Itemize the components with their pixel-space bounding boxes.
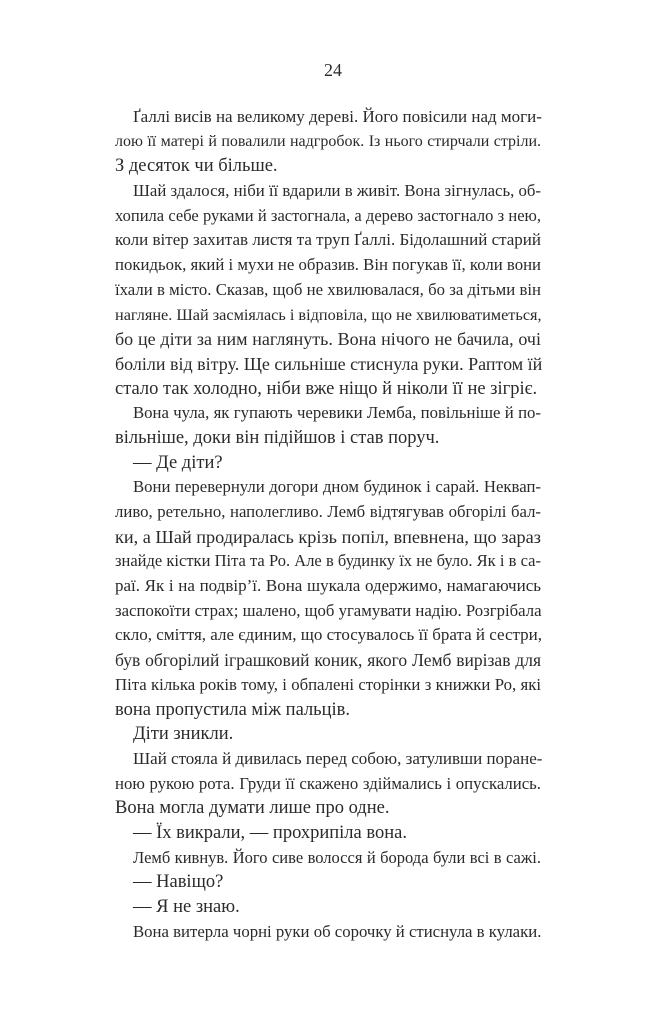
text-line: раї. Як і на подвір’ї. Вона шукала одержимо, намагаючись — [115, 576, 541, 596]
text-line: ною рукою рота. Груди її скажено здіймались і опускались. — [115, 773, 541, 793]
text-line: вона пропустила між пальців. — [115, 699, 351, 720]
text-line: Шай здалося, ніби її вдарили в живіт. Вона зігнулась, об- — [133, 181, 541, 201]
text-line: Вона витерла чорні руки об сорочку й стиснула в кулаки. — [133, 921, 542, 941]
text-line: Піта кілька років тому, і обпалені сторінки з книжки Ро, які — [115, 674, 541, 694]
page-number: 24 — [324, 60, 342, 80]
text-line: — Їх викрали, — прохрипіла вона. — [133, 822, 407, 843]
text-line: ливо, ретельно, наполегливо. Лемб відтягував обгорілі бал- — [115, 502, 541, 521]
text-line: їхали в місто. Сказав, щоб не хвилювалася, бо за дітьми він — [115, 279, 541, 299]
text-line: нагляне. Шай засміялась і відповіла, що не хвилюватиметься, — [115, 305, 542, 324]
text-line: стало так холодно, ніби вже ніщо й ніколи її не зігріє. — [115, 378, 538, 399]
text-line: Лемб кивнув. Його сиве волосся й борода були всі в сажі. — [133, 847, 541, 867]
text-line: бо це діти за ним наглянуть. Вона нічого не бачила, очі — [115, 329, 541, 350]
text-line: Ґаллі висів на великому дереві. Його повісили над моги- — [133, 107, 542, 126]
body-text — [115, 105, 541, 944]
text-line: — Я не знаю. — [133, 897, 240, 917]
text-line: Вона могла думати лише про одне. — [115, 798, 390, 819]
text-line: Вони перевернули догори дном будинок і сарай. Неквап- — [133, 477, 541, 497]
text-line: З десяток чи більше. — [115, 156, 278, 177]
text-line: Діти зникли. — [133, 724, 234, 745]
text-line: Вона чула, як гупають черевики Лемба, повільніше й по- — [133, 403, 541, 423]
text-line: заспокоїти страх; шалено, щоб угамувати надію. Розгрібала — [115, 600, 542, 620]
text-line: коли вітер захитав листя та труп Ґаллі. Бідолашний старий — [115, 230, 541, 250]
text-line: ки, а Шай продиралась крізь попіл, впевнена, що зараз — [115, 526, 541, 547]
text-line: вільніше, доки він підійшов і став поруч. — [115, 427, 440, 448]
text-line: покидьок, який і мухи не образив. Він погукав її, коли вони — [115, 255, 541, 275]
text-line: боліли від вітру. Ще сильніше стиснула руки. Раптом їй — [115, 353, 543, 374]
text-line: знайде кістки Піта та Ро. Але в будинку їх не було. Як і в са- — [115, 551, 541, 571]
text-line: — Навіщо? — [133, 872, 224, 893]
text-line: був обгорілий іграшковий коник, якого Лемб вирізав для — [115, 650, 541, 671]
text-line: Шай стояла й дивилась перед собою, затуливши поране- — [133, 748, 543, 768]
text-line: скло, сміття, але єдиним, що стосувалось її брата й сестри, — [115, 625, 543, 645]
text-line: лою її матері й повалили надгробок. Із нього стирчали стріли. — [115, 132, 541, 150]
text-line: — Де діти? — [133, 452, 223, 473]
text-line: хопила себе руками й застогнала, а дерево застогнало з нею, — [115, 205, 541, 225]
